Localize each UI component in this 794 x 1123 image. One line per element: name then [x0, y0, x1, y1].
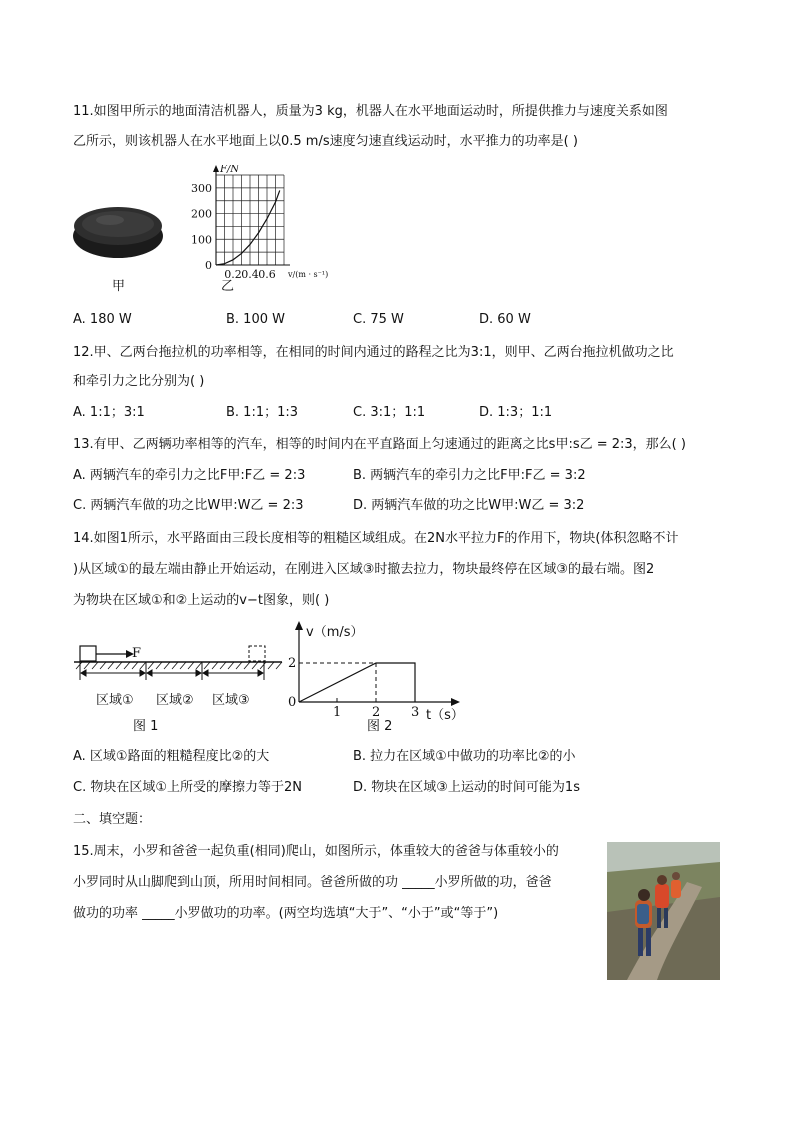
q14-option-b[interactable]: B. 拉力在区域①中做功的功率比②的小 [353, 749, 576, 764]
vt-ytick-2: 2 [288, 656, 297, 671]
q13-option-b[interactable]: B. 两辆汽车的牵引力之比F甲:F乙 = 3:2 [353, 468, 586, 483]
vt-ylabel: v（m/s） [306, 625, 364, 640]
section-2-heading: 二、填空题： [73, 812, 152, 827]
vt-origin: 0 [288, 695, 297, 710]
q12-line2: 和牵引力之比分别为( ) [73, 374, 205, 389]
q14-line3: 为物块在区域①和②上运动的v−t图象，则( ) [73, 593, 330, 608]
q11-option-a[interactable]: A. 180 W [73, 312, 132, 327]
vt-line [299, 663, 415, 702]
vt-xtick-1: 1 [333, 705, 342, 720]
q15-line3: 做功的功率 _____小罗做功的功率。(两空均选填“大于”、“小于”或“等于”) [73, 906, 499, 921]
robot-cleaner-image [68, 188, 168, 268]
y-tick-label: 100 [191, 233, 212, 247]
q11-option-d[interactable]: D. 60 W [479, 312, 531, 327]
x-tick-label: 0.6 [258, 268, 276, 281]
q11-option-c[interactable]: C. 75 W [353, 312, 404, 327]
force-speed-curve [216, 190, 280, 265]
q15-line2: 小罗同时从山脚爬到山顶，所用时间相同。爸爸所做的功 _____小罗所做的功，爸爸 [73, 875, 552, 890]
region-1-label: 区域① [96, 693, 134, 708]
force-label: F [132, 646, 142, 661]
q11-line2: 乙所示，则该机器人在水平地面上以0.5 m/s速度匀速直线运动时，水平推力的功率是( ) [73, 134, 578, 149]
q14-option-a[interactable]: A. 区域①路面的粗糙程度比②的大 [73, 749, 270, 764]
vt-xtick-2: 2 [372, 705, 381, 720]
vt-xtick-3: 3 [411, 705, 420, 720]
x-tick-label: 0.4 [241, 268, 259, 281]
y-tick-label: 0 [205, 259, 212, 272]
q14-line2: )从区域①的最左端由静止开始运动，在刚进入区域③时撤去拉力，物块最终停在区域③的最右端。图2 [73, 562, 655, 577]
q15-line1: 15.周末，小罗和爸爸一起负重(相同)爬山，如图所示，体重较大的爸爸与体重较小的 [73, 844, 559, 859]
y-tick-label: 200 [191, 207, 212, 221]
y-axis-arrow [213, 165, 219, 172]
y-axis-label: F/N [220, 165, 240, 175]
x-axis-label: v/(m · s⁻¹) [288, 270, 329, 279]
q11-line1: 11.如图甲所示的地面清洁机器人，质量为3 kg，机器人在水平地面运动时，所提供推力与速度关系如图 [73, 104, 668, 119]
force-speed-chart [172, 165, 332, 290]
vt-xlabel: t（s） [426, 708, 464, 723]
q14-option-c[interactable]: C. 物块在区域①上所受的摩擦力等于2N [73, 780, 302, 795]
region-3-label: 区域③ [212, 693, 250, 708]
q13-option-d[interactable]: D. 两辆汽车做的功之比W甲:W乙 = 3:2 [353, 498, 585, 513]
q12-line1: 12.甲、乙两台拖拉机的功率相等，在相同的时间内通过的路程之比为3:1，则甲、乙两台拖拉机做功之比 [73, 345, 674, 360]
fig-jia-label: 甲 [112, 279, 126, 294]
block [80, 646, 96, 661]
fig-yi-label: 乙 [221, 279, 235, 294]
q14-option-d[interactable]: D. 物块在区域③上运动的时间可能为1s [353, 780, 580, 795]
y-tick-label: 300 [191, 181, 212, 195]
region-2-label: 区域② [156, 693, 194, 708]
q13-option-c[interactable]: C. 两辆汽车做的功之比W甲:W乙 = 2:3 [73, 498, 304, 513]
q11-option-b[interactable]: B. 100 W [226, 312, 285, 327]
q12-option-b[interactable]: B. 1:1；1:3 [226, 405, 299, 420]
figure-2-caption: 图 2 [367, 719, 393, 734]
x-tick-label: 0.2 [224, 268, 242, 281]
q12-option-d[interactable]: D. 1:3；1:1 [479, 405, 553, 420]
q12-option-c[interactable]: C. 3:1；1:1 [353, 405, 426, 420]
figure-1-caption: 图 1 [133, 719, 159, 734]
hiking-photo [607, 842, 720, 980]
figure-1-regions [70, 640, 285, 735]
q14-line1: 14.如图1所示，水平路面由三段长度相等的粗糙区域组成。在2N水平拉力F的作用下，物块(体积忽略不计 [73, 531, 679, 546]
q13-line1: 13.有甲、乙两辆功率相等的汽车，相等的时间内在平直路面上匀速通过的距离之比s甲:s乙 = 2:3，那么( ) [73, 437, 686, 452]
q13-option-a[interactable]: A. 两辆汽车的牵引力之比F甲:F乙 = 2:3 [73, 468, 306, 483]
q12-option-a[interactable]: A. 1:1；3:1 [73, 405, 145, 420]
